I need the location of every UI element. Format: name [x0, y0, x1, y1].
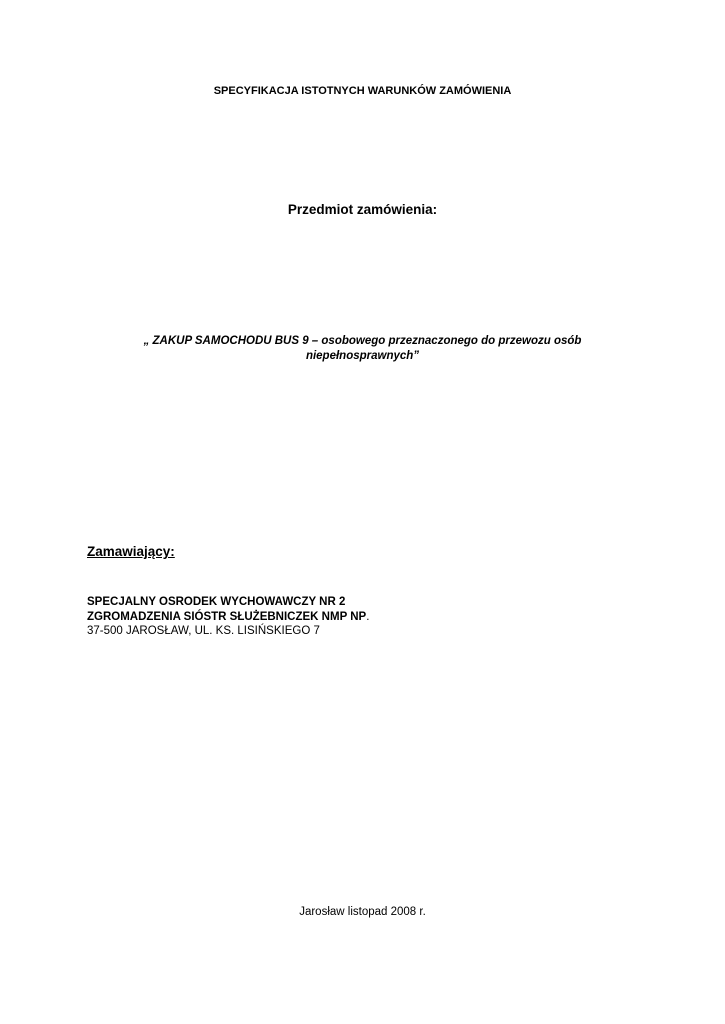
orderer-address: 37-500 JAROSŁAW, UL. KS. LISIŃSKIEGO 7 — [87, 625, 320, 637]
subject-line-2: niepełnosprawnych” — [305, 350, 420, 362]
orderer-name-line-2-suffix: . — [366, 610, 370, 623]
place-and-date: Jarosław listopad 2008 r. — [299, 906, 426, 918]
orderer-name-line-2: ZGROMADZENIA SIÓSTR SŁUŻEBNICZEK NMP NP — [87, 610, 367, 623]
orderer-name-line-1: SPECJALNY OSRODEK WYCHOWAWCZY NR 2 — [87, 596, 346, 608]
orderer-name-line-2-wrapper — [87, 610, 369, 625]
subject-line-1: „ ZAKUP SAMOCHODU BUS 9 – osobowego przeznaczonego do przewozu osób — [143, 335, 582, 347]
orderer-heading: Zamawiający: — [87, 544, 175, 559]
subject-description — [90, 334, 635, 364]
subject-heading: Przedmiot zamówienia: — [287, 202, 438, 217]
document-title: SPECYFIKACJA ISTOTNYCH WARUNKÓW ZAMÓWIENIA — [213, 85, 512, 97]
orderer-details — [87, 595, 369, 639]
